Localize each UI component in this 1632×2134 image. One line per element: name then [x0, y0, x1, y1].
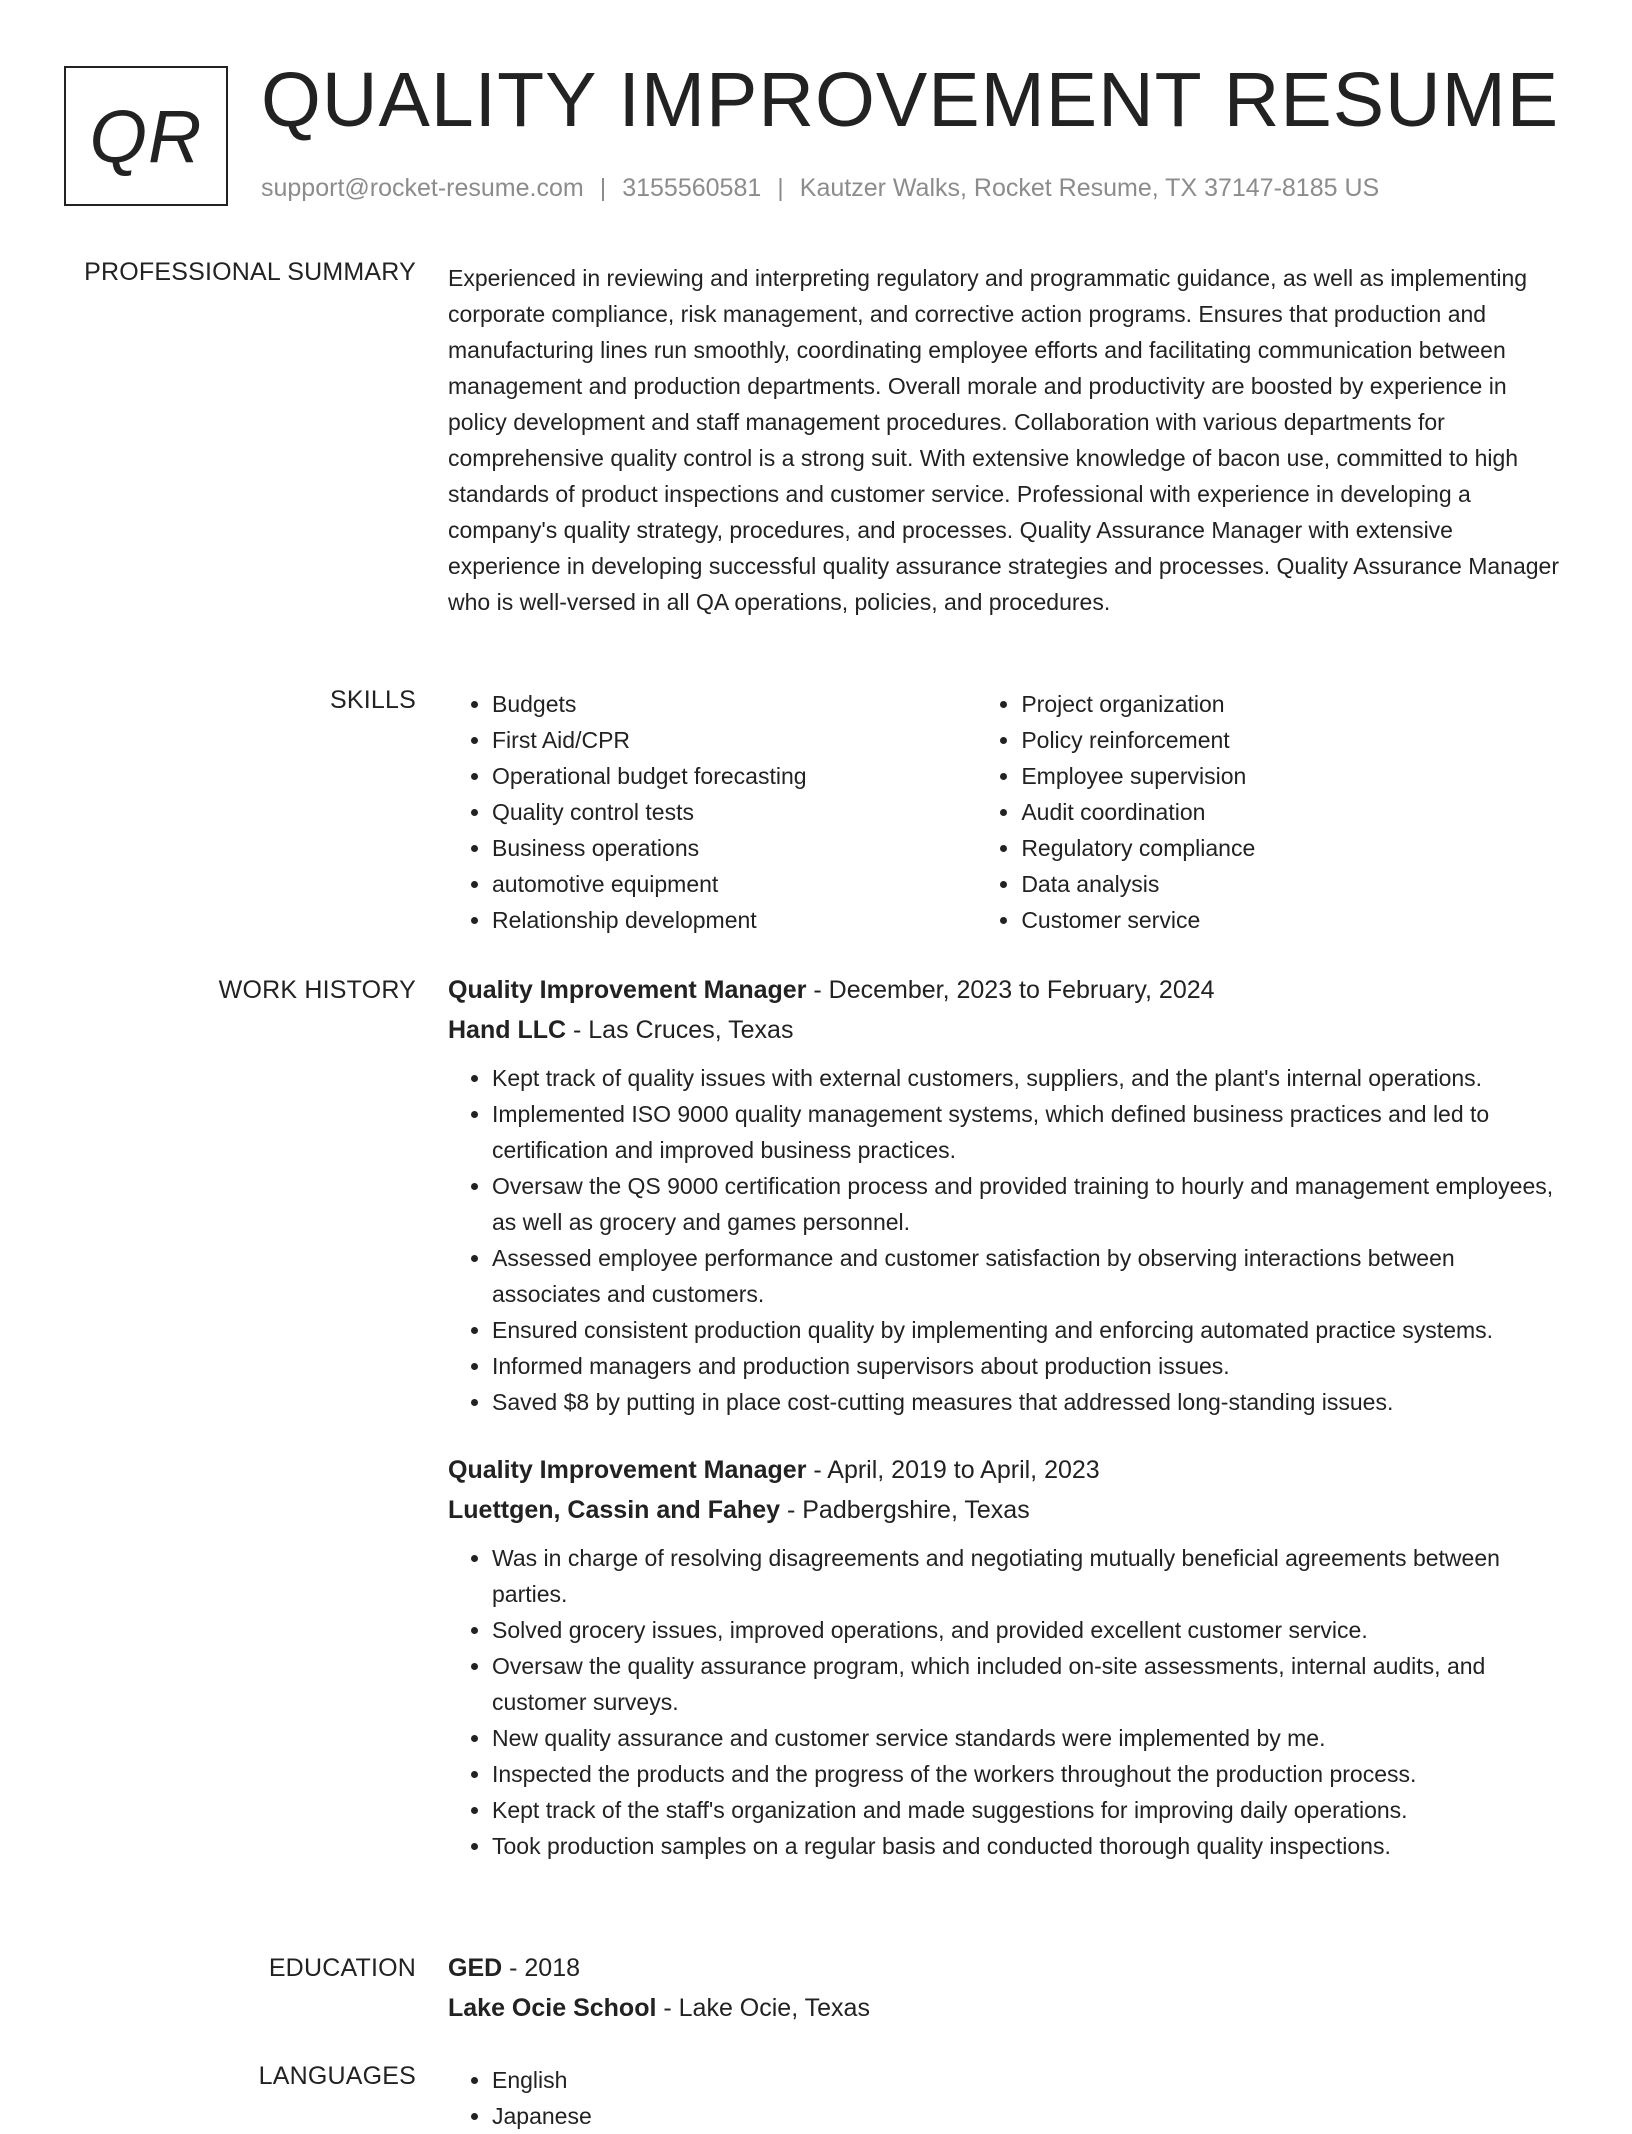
- skill-item: • Policy reinforcement: [1021, 722, 1568, 758]
- section-label-work: WORK HISTORY: [218, 976, 416, 1004]
- job-bullets: [448, 1540, 1568, 1864]
- education-location: Lake Ocie, Texas: [678, 1994, 870, 2022]
- job-bullet: • Was in charge of resolving disagreements and negotiating mutually beneficial agreements between parties.: [492, 1540, 1568, 1612]
- job-company-line: [448, 1490, 1568, 1530]
- job-entry: [448, 970, 1568, 1420]
- education-school: Lake Ocie School: [448, 1994, 657, 2022]
- education-degree: GED: [448, 1954, 503, 1982]
- job-company-line: [448, 1010, 1568, 1050]
- skills-list-right: [977, 686, 1568, 938]
- job-location: Las Cruces, Texas: [588, 1016, 794, 1044]
- skill-item: • Business operations: [492, 830, 977, 866]
- skill-item: • Relationship development: [492, 902, 977, 938]
- skill-item: • Budgets: [492, 686, 977, 722]
- job-title-line: [448, 1450, 1568, 1490]
- skill-item: • automotive equipment: [492, 866, 977, 902]
- language-item: • English: [492, 2062, 1568, 2098]
- skills-list-left: [448, 686, 977, 938]
- job-bullet: • Kept track of quality issues with external customers, suppliers, and the plant's internal operations.: [492, 1060, 1568, 1096]
- skill-item: • Audit coordination: [1021, 794, 1568, 830]
- job-bullet: • Informed managers and production supervisors about production issues.: [492, 1348, 1568, 1384]
- dash: -: [502, 1954, 525, 1982]
- job-bullet: • Assessed employee performance and customer satisfaction by observing interactions between associates and customers.: [492, 1240, 1568, 1312]
- job-bullet: • Oversaw the QS 9000 certification process and provided training to hourly and management employees, as well as grocery and games personnel.: [492, 1168, 1568, 1240]
- resume-title: QUALITY IMPROVEMENT RESUME: [261, 57, 1560, 143]
- education-year: 2018: [524, 1954, 581, 1982]
- contact-address: Kautzer Walks, Rocket Resume, TX 37147-8185 US: [799, 174, 1380, 202]
- contact-phone[interactable]: 3155560581: [622, 174, 762, 202]
- job-bullet: • Saved $8 by putting in place cost-cutting measures that addressed long-standing issues.: [492, 1384, 1568, 1420]
- job-bullets: [448, 1060, 1568, 1420]
- job-bullet: • Implemented ISO 9000 quality management systems, which defined business practices and led to certification and improved business practices.: [492, 1096, 1568, 1168]
- skill-item: • Operational budget forecasting: [492, 758, 977, 794]
- contact-email[interactable]: support@rocket-resume.com: [261, 174, 584, 202]
- skill-item: • Employee supervision: [1021, 758, 1568, 794]
- dash: -: [566, 1016, 589, 1044]
- education-degree-line: [448, 1948, 1568, 1988]
- contact-line: [261, 174, 1379, 203]
- skill-item: • First Aid/CPR: [492, 722, 977, 758]
- job-location: Padbergshire, Texas: [802, 1496, 1030, 1524]
- skill-item: • Quality control tests: [492, 794, 977, 830]
- job-bullet: • New quality assurance and customer service standards were implemented by me.: [492, 1720, 1568, 1756]
- section-label-education: EDUCATION: [268, 1954, 416, 1982]
- dash: -: [780, 1496, 803, 1524]
- job-bullet: • Ensured consistent production quality by implementing and enforcing automated practice systems.: [492, 1312, 1568, 1348]
- skill-item: • Project organization: [1021, 686, 1568, 722]
- dash: -: [806, 1456, 828, 1484]
- job-bullet: • Inspected the products and the progress of the workers throughout the production process.: [492, 1756, 1568, 1792]
- section-label-summary: PROFESSIONAL SUMMARY: [84, 258, 416, 286]
- contact-separator: |: [777, 174, 784, 202]
- job-dates: April, 2019 to April, 2023: [827, 1456, 1100, 1484]
- language-item: • Japanese: [492, 2098, 1568, 2134]
- languages-list: [448, 2062, 1568, 2134]
- skill-item: • Regulatory compliance: [1021, 830, 1568, 866]
- education-school-line: [448, 1988, 1568, 2028]
- job-title-line: [448, 970, 1568, 1010]
- job-bullet: • Took production samples on a regular basis and conducted thorough quality inspections.: [492, 1828, 1568, 1864]
- section-label-languages: LANGUAGES: [258, 2062, 416, 2090]
- job-title: Quality Improvement Manager: [448, 1456, 807, 1484]
- contact-separator: |: [599, 174, 607, 202]
- job-entry: [448, 1450, 1568, 1864]
- job-title: Quality Improvement Manager: [448, 976, 807, 1004]
- skill-item: • Data analysis: [1021, 866, 1568, 902]
- dash: -: [806, 976, 829, 1004]
- job-bullet: • Solved grocery issues, improved operations, and provided excellent customer service.: [492, 1612, 1568, 1648]
- dash: -: [656, 1994, 679, 2022]
- summary-text: Experienced in reviewing and interpreting regulatory and programmatic guidance, as well as implementing corporate compliance, risk management, and corrective action programs. Ensures that production and manufacturing lines run smoothly, coordinating employee efforts and facilitating communication between management and production departments. Overall morale and productivity are boosted by experience in policy development and staff management procedures. Collaboration with various departments for comprehensive quality control is a strong suit. With extensive knowledge of bacon use, committed to high standards of product inspections and customer service. Professional with experience in developing a company's quality strategy, procedures, and processes. Quality Assurance Manager with extensive experience in developing successful quality assurance strategies and processes. Quality Assurance Manager who is well-versed in all QA operations, policies, and procedures.: [448, 265, 1560, 615]
- job-bullet: • Kept track of the staff's organization and made suggestions for improving daily operations.: [492, 1792, 1568, 1828]
- section-label-skills: SKILLS: [330, 686, 416, 714]
- job-company: Luettgen, Cassin and Fahey: [448, 1496, 781, 1524]
- skill-item: • Customer service: [1021, 902, 1568, 938]
- job-company: Hand LLC: [448, 1016, 567, 1044]
- job-bullet: • Oversaw the quality assurance program, which included on-site assessments, internal audits, and customer surveys.: [492, 1648, 1568, 1720]
- job-dates: December, 2023 to February, 2024: [828, 976, 1215, 1004]
- monogram-logo: QR: [64, 66, 228, 206]
